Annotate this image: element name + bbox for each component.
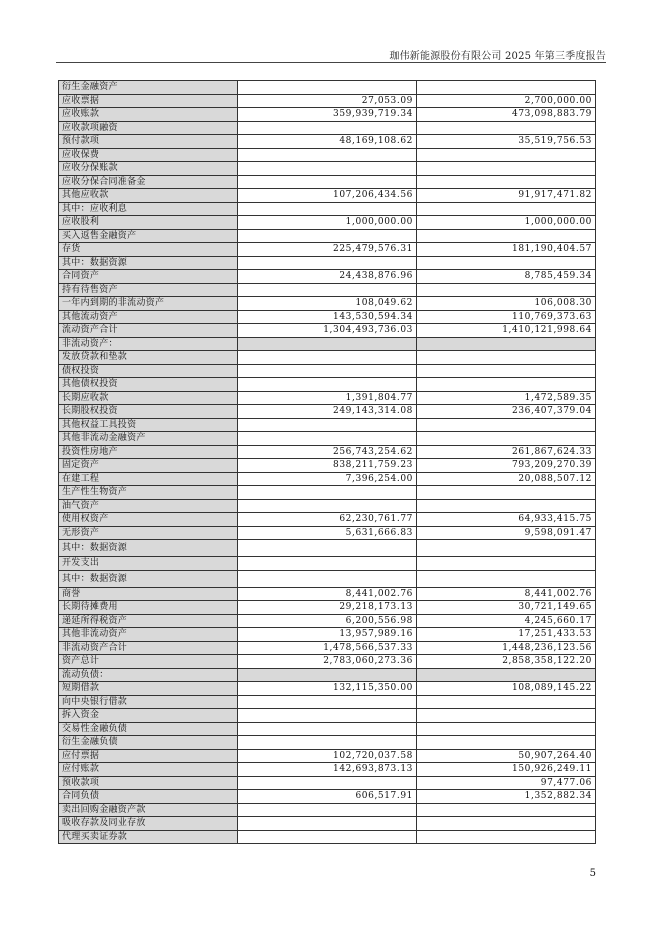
previous-period-value: 30,721,149.65 xyxy=(417,601,596,615)
previous-period-value xyxy=(417,432,596,446)
current-period-value xyxy=(238,337,417,351)
row-label: 预付款项 xyxy=(59,135,238,149)
row-label: 资产总计 xyxy=(59,655,238,669)
current-period-value xyxy=(238,364,417,378)
row-label: 生产性生物资产 xyxy=(59,486,238,500)
current-period-value: 249,143,314.08 xyxy=(238,405,417,419)
table-row xyxy=(59,418,596,432)
current-period-value xyxy=(238,256,417,270)
current-period-value: 102,720,037.58 xyxy=(238,749,417,763)
row-label: 合同负债 xyxy=(59,790,238,804)
previous-period-value xyxy=(417,148,596,162)
row-label: 衍生金融负债 xyxy=(59,736,238,750)
current-period-value: 143,530,594.34 xyxy=(238,310,417,324)
balance-sheet-table xyxy=(58,80,596,844)
previous-period-value xyxy=(417,202,596,216)
row-label: 预收款项 xyxy=(59,776,238,790)
row-label: 开发支出 xyxy=(59,557,238,571)
previous-period-value: 181,190,404.57 xyxy=(417,243,596,257)
table-row xyxy=(59,614,596,628)
row-label: 其他债权投资 xyxy=(59,378,238,392)
table-row xyxy=(59,682,596,696)
table-row xyxy=(59,540,596,557)
current-period-value xyxy=(238,817,417,831)
row-label: 应收款项融资 xyxy=(59,121,238,135)
previous-period-value xyxy=(417,722,596,736)
previous-period-value xyxy=(417,499,596,513)
previous-period-value: 1,448,236,123.56 xyxy=(417,641,596,655)
table-row xyxy=(59,148,596,162)
previous-period-value xyxy=(417,557,596,571)
previous-period-value xyxy=(417,570,596,587)
current-period-value: 1,478,566,537.33 xyxy=(238,641,417,655)
row-label: 衍生金融资产 xyxy=(59,81,238,95)
table-row xyxy=(59,351,596,365)
table-row xyxy=(59,830,596,844)
row-label: 向中央银行借款 xyxy=(59,695,238,709)
current-period-value: 7,396,254.00 xyxy=(238,472,417,486)
previous-period-value xyxy=(417,486,596,500)
previous-period-value: 97,477.06 xyxy=(417,776,596,790)
row-label: 油气资产 xyxy=(59,499,238,513)
current-period-value: 27,053.09 xyxy=(238,94,417,108)
previous-period-value xyxy=(417,364,596,378)
table-row xyxy=(59,459,596,473)
previous-period-value xyxy=(417,418,596,432)
previous-period-value xyxy=(417,256,596,270)
current-period-value xyxy=(238,283,417,297)
current-period-value: 1,391,804.77 xyxy=(238,391,417,405)
current-period-value: 225,479,576.31 xyxy=(238,243,417,257)
row-label: 其中：数据资源 xyxy=(59,540,238,557)
current-period-value xyxy=(238,148,417,162)
table-row xyxy=(59,229,596,243)
current-period-value xyxy=(238,202,417,216)
table-row xyxy=(59,803,596,817)
previous-period-value: 108,089,145.22 xyxy=(417,682,596,696)
previous-period-value: 50,907,264.40 xyxy=(417,749,596,763)
table-row xyxy=(59,391,596,405)
row-label: 长期股权投资 xyxy=(59,405,238,419)
previous-period-value xyxy=(417,81,596,95)
current-period-value: 5,631,666.83 xyxy=(238,526,417,540)
current-period-value: 256,743,254.62 xyxy=(238,445,417,459)
previous-period-value: 1,000,000.00 xyxy=(417,216,596,230)
page-number: 5 xyxy=(589,868,596,879)
current-period-value xyxy=(238,418,417,432)
previous-period-value: 1,410,121,998.64 xyxy=(417,324,596,338)
current-period-value: 132,115,350.00 xyxy=(238,682,417,696)
current-period-value xyxy=(238,162,417,176)
current-period-value: 838,211,759.23 xyxy=(238,459,417,473)
table-row xyxy=(59,486,596,500)
row-label: 流动资产合计 xyxy=(59,324,238,338)
row-label: 商誉 xyxy=(59,587,238,601)
table-row xyxy=(59,324,596,338)
table-row xyxy=(59,378,596,392)
table-row xyxy=(59,121,596,135)
table-row xyxy=(59,364,596,378)
table-row xyxy=(59,297,596,311)
row-label: 其他权益工具投资 xyxy=(59,418,238,432)
row-label: 非流动资产合计 xyxy=(59,641,238,655)
previous-period-value xyxy=(417,283,596,297)
table-row xyxy=(59,709,596,723)
current-period-value: 108,049.62 xyxy=(238,297,417,311)
current-period-value xyxy=(238,668,417,682)
table-row xyxy=(59,557,596,571)
row-label: 合同资产 xyxy=(59,270,238,284)
previous-period-value xyxy=(417,351,596,365)
row-label: 应付账款 xyxy=(59,763,238,777)
row-label: 其他流动资产 xyxy=(59,310,238,324)
row-label: 持有待售资产 xyxy=(59,283,238,297)
table-row xyxy=(59,216,596,230)
previous-period-value xyxy=(417,668,596,682)
row-label: 债权投资 xyxy=(59,364,238,378)
balance-sheet-body xyxy=(59,81,596,844)
row-label: 其他非流动资产 xyxy=(59,628,238,642)
table-row xyxy=(59,499,596,513)
row-label: 一年内到期的非流动资产 xyxy=(59,297,238,311)
row-label: 长期待摊费用 xyxy=(59,601,238,615)
row-label: 卖出回购金融资产款 xyxy=(59,803,238,817)
table-row xyxy=(59,749,596,763)
previous-period-value xyxy=(417,817,596,831)
row-label: 交易性金融负债 xyxy=(59,722,238,736)
table-row xyxy=(59,695,596,709)
current-period-value: 606,517.91 xyxy=(238,790,417,804)
current-period-value xyxy=(238,803,417,817)
table-row xyxy=(59,94,596,108)
table-row xyxy=(59,655,596,669)
table-row xyxy=(59,641,596,655)
table-row xyxy=(59,668,596,682)
current-period-value: 359,939,719.34 xyxy=(238,108,417,122)
previous-period-value: 2,700,000.00 xyxy=(417,94,596,108)
row-label: 流动负债： xyxy=(59,668,238,682)
table-row xyxy=(59,817,596,831)
current-period-value xyxy=(238,229,417,243)
table-row xyxy=(59,310,596,324)
previous-period-value: 1,352,882.34 xyxy=(417,790,596,804)
current-period-value xyxy=(238,121,417,135)
row-label: 无形资产 xyxy=(59,526,238,540)
table-row xyxy=(59,570,596,587)
previous-period-value: 9,598,091.47 xyxy=(417,526,596,540)
row-label: 应付票据 xyxy=(59,749,238,763)
previous-period-value: 17,251,433.53 xyxy=(417,628,596,642)
row-label: 拆入资金 xyxy=(59,709,238,723)
previous-period-value: 110,769,373.63 xyxy=(417,310,596,324)
row-label: 存货 xyxy=(59,243,238,257)
row-label: 应收分保账款 xyxy=(59,162,238,176)
current-period-value: 48,169,108.62 xyxy=(238,135,417,149)
current-period-value xyxy=(238,432,417,446)
row-label: 使用权资产 xyxy=(59,513,238,527)
current-period-value xyxy=(238,776,417,790)
current-period-value: 1,000,000.00 xyxy=(238,216,417,230)
current-period-value xyxy=(238,486,417,500)
table-row xyxy=(59,243,596,257)
table-row xyxy=(59,432,596,446)
current-period-value xyxy=(238,351,417,365)
current-period-value: 13,957,989.16 xyxy=(238,628,417,642)
current-period-value xyxy=(238,695,417,709)
previous-period-value: 4,245,660.17 xyxy=(417,614,596,628)
current-period-value xyxy=(238,540,417,557)
row-label: 其他应收款 xyxy=(59,189,238,203)
row-label: 固定资产 xyxy=(59,459,238,473)
row-label: 发放贷款和垫款 xyxy=(59,351,238,365)
previous-period-value xyxy=(417,709,596,723)
table-row xyxy=(59,256,596,270)
table-row xyxy=(59,270,596,284)
row-label: 买入返售金融资产 xyxy=(59,229,238,243)
table-row xyxy=(59,763,596,777)
table-row xyxy=(59,162,596,176)
current-period-value xyxy=(238,736,417,750)
current-period-value xyxy=(238,81,417,95)
table-row xyxy=(59,722,596,736)
current-period-value: 142,693,873.13 xyxy=(238,763,417,777)
table-row xyxy=(59,405,596,419)
row-label: 投资性房地产 xyxy=(59,445,238,459)
row-label: 非流动资产： xyxy=(59,337,238,351)
table-row xyxy=(59,337,596,351)
current-period-value xyxy=(238,499,417,513)
table-row xyxy=(59,108,596,122)
previous-period-value: 261,867,624.33 xyxy=(417,445,596,459)
table-row xyxy=(59,445,596,459)
previous-period-value: 35,519,756.53 xyxy=(417,135,596,149)
table-row xyxy=(59,472,596,486)
row-label: 长期应收款 xyxy=(59,391,238,405)
header-rule xyxy=(56,62,606,63)
current-period-value: 24,438,876.96 xyxy=(238,270,417,284)
previous-period-value xyxy=(417,229,596,243)
previous-period-value xyxy=(417,803,596,817)
table-row xyxy=(59,175,596,189)
row-label: 递延所得税资产 xyxy=(59,614,238,628)
previous-period-value xyxy=(417,736,596,750)
table-row xyxy=(59,790,596,804)
previous-period-value xyxy=(417,337,596,351)
row-label: 应收保费 xyxy=(59,148,238,162)
current-period-value: 6,200,556.98 xyxy=(238,614,417,628)
row-label: 其他非流动金融资产 xyxy=(59,432,238,446)
previous-period-value: 2,858,358,122.20 xyxy=(417,655,596,669)
current-period-value: 107,206,434.56 xyxy=(238,189,417,203)
previous-period-value: 793,209,270.39 xyxy=(417,459,596,473)
row-label: 其中：应收利息 xyxy=(59,202,238,216)
previous-period-value xyxy=(417,162,596,176)
row-label: 在建工程 xyxy=(59,472,238,486)
table-row xyxy=(59,526,596,540)
current-period-value xyxy=(238,830,417,844)
table-row xyxy=(59,736,596,750)
table-row xyxy=(59,587,596,601)
previous-period-value: 64,933,415.75 xyxy=(417,513,596,527)
table-row xyxy=(59,189,596,203)
report-header: 珈伟新能源股份有限公司 2025 年第三季度报告 xyxy=(389,51,606,62)
previous-period-value xyxy=(417,695,596,709)
previous-period-value: 1,472,589.35 xyxy=(417,391,596,405)
current-period-value: 1,304,493,736.03 xyxy=(238,324,417,338)
current-period-value xyxy=(238,378,417,392)
row-label: 其中：数据资源 xyxy=(59,256,238,270)
table-row xyxy=(59,776,596,790)
table-row xyxy=(59,202,596,216)
previous-period-value xyxy=(417,175,596,189)
row-label: 应收账款 xyxy=(59,108,238,122)
row-label: 其中：数据资源 xyxy=(59,570,238,587)
current-period-value: 29,218,173.13 xyxy=(238,601,417,615)
row-label: 代理买卖证券款 xyxy=(59,830,238,844)
previous-period-value: 8,785,459.34 xyxy=(417,270,596,284)
row-label: 吸收存款及同业存放 xyxy=(59,817,238,831)
table-row xyxy=(59,283,596,297)
previous-period-value: 8,441,002.76 xyxy=(417,587,596,601)
current-period-value: 8,441,002.76 xyxy=(238,587,417,601)
previous-period-value xyxy=(417,540,596,557)
previous-period-value: 106,008.30 xyxy=(417,297,596,311)
current-period-value xyxy=(238,570,417,587)
current-period-value xyxy=(238,557,417,571)
previous-period-value xyxy=(417,830,596,844)
previous-period-value: 20,088,507.12 xyxy=(417,472,596,486)
previous-period-value xyxy=(417,121,596,135)
row-label: 短期借款 xyxy=(59,682,238,696)
current-period-value: 62,230,761.77 xyxy=(238,513,417,527)
current-period-value xyxy=(238,722,417,736)
previous-period-value: 150,926,249.11 xyxy=(417,763,596,777)
table-row xyxy=(59,513,596,527)
table-row xyxy=(59,601,596,615)
row-label: 应收股利 xyxy=(59,216,238,230)
current-period-value: 2,783,060,273.36 xyxy=(238,655,417,669)
current-period-value xyxy=(238,709,417,723)
current-period-value xyxy=(238,175,417,189)
previous-period-value: 473,098,883.79 xyxy=(417,108,596,122)
table-row xyxy=(59,81,596,95)
row-label: 应收票据 xyxy=(59,94,238,108)
previous-period-value xyxy=(417,378,596,392)
previous-period-value: 91,917,471.82 xyxy=(417,189,596,203)
table-row xyxy=(59,628,596,642)
table-row xyxy=(59,135,596,149)
row-label: 应收分保合同准备金 xyxy=(59,175,238,189)
previous-period-value: 236,407,379.04 xyxy=(417,405,596,419)
